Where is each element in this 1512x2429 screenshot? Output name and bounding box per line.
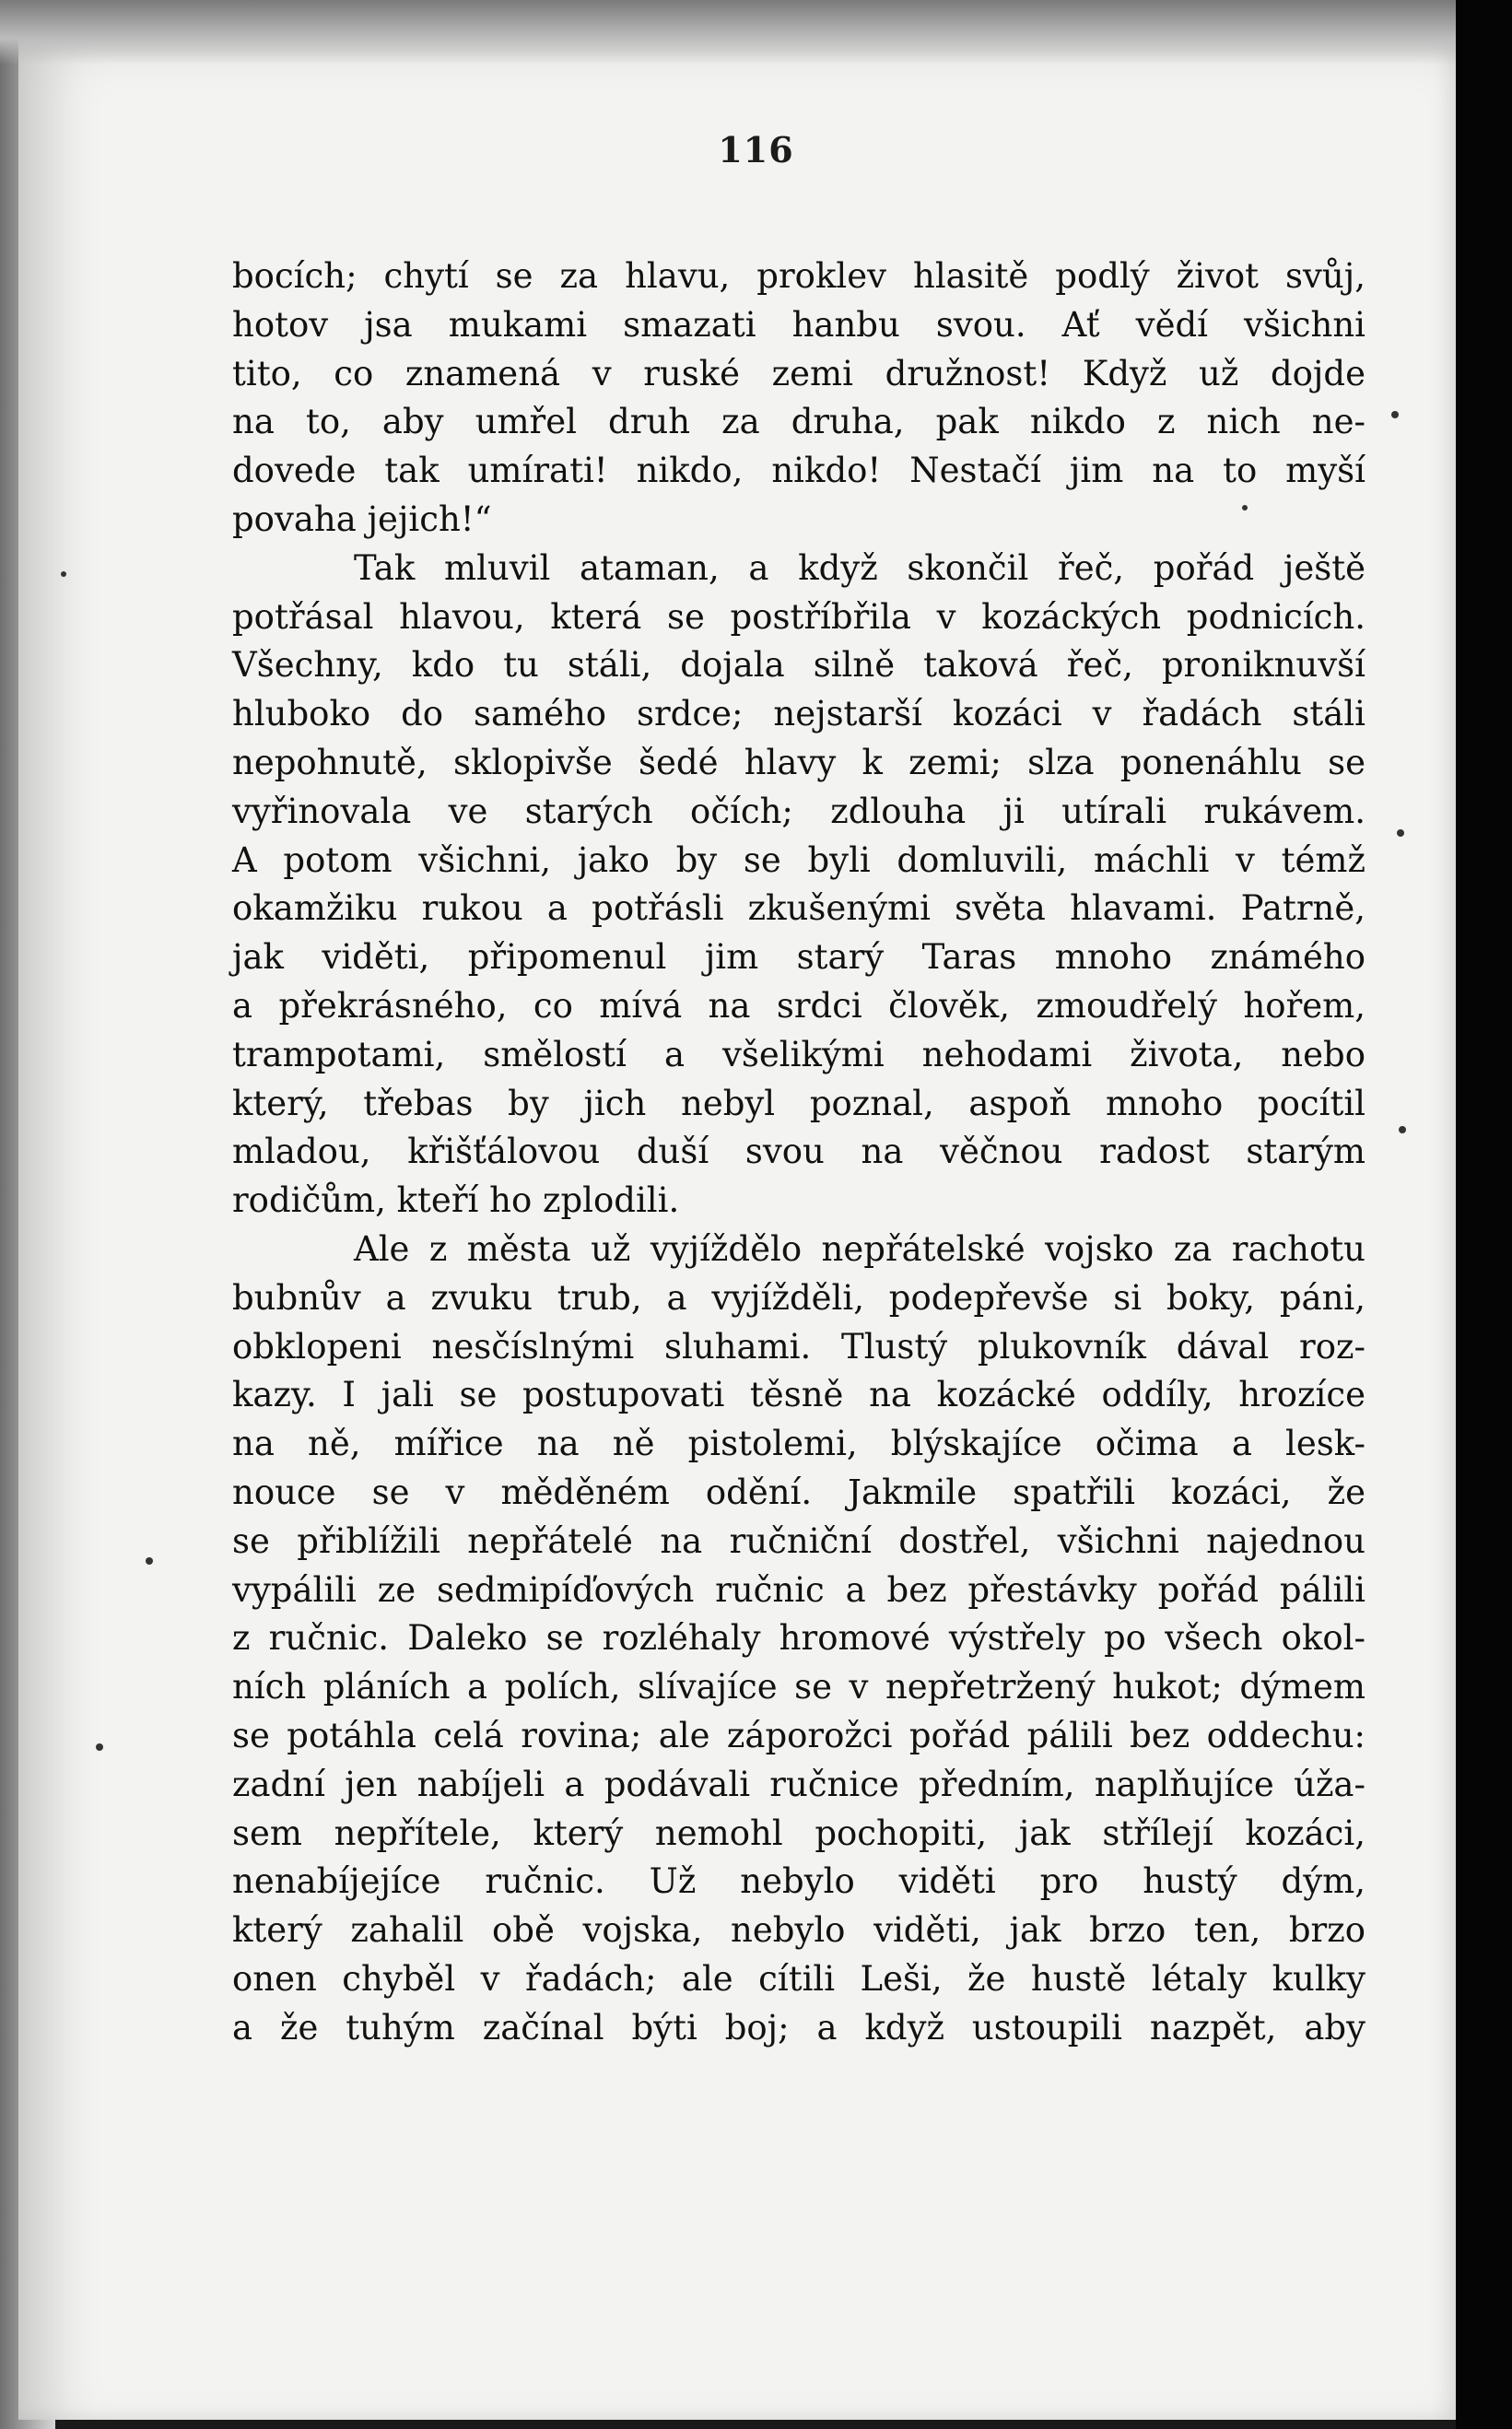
text-line: nepohnutě, sklopivše šedé hlavy k zemi; slza ponenáhlu se: [232, 742, 1365, 782]
text-line: ních pláních a polích, slívajíce se v nepřetržený hukot; dýmem: [232, 1667, 1365, 1707]
scan-speck: [1399, 1126, 1406, 1133]
text-line: na to, aby umřel druh za druha, pak nikdo z nich ne-: [232, 402, 1365, 442]
text-line: obklopeni nesčíslnými sluhami. Tlustý plukovník dával roz-: [232, 1326, 1365, 1367]
scan-speck: [1397, 829, 1404, 837]
text-line: který, třebas by jich nebyl poznal, aspoň mnoho pocítil: [232, 1083, 1365, 1123]
text-line: kazy. I jali se postupovati těsně na kozácké oddíly, hrozíce: [232, 1375, 1365, 1415]
text-line: hotov jsa mukami smazati hanbu svou. Ať vědí všichni: [232, 304, 1365, 345]
text-line: bubnův a zvuku trub, a vyjížděli, podepřevše si boky, páni,: [232, 1277, 1365, 1318]
text-line: z ručnic. Daleko se rozléhaly hromové výstřely po všech okol-: [232, 1618, 1365, 1659]
text-line: nouce se v měděném odění. Jakmile spatřili kozáci, že: [232, 1472, 1365, 1512]
text-line: bocích; chytí se za hlavu, proklev hlasitě podlý život svůj,: [232, 256, 1365, 296]
text-line: se přiblížili nepřátelé na ručniční dostřel, všichni najednou: [232, 1520, 1365, 1561]
scan-shadow-top: [0, 0, 1512, 65]
scan-speck: [96, 1743, 103, 1751]
text-line: Ale z města už vyjíždělo nepřátelské vojsko za rachotu: [354, 1228, 1365, 1269]
text-line: tito, co znamená v ruské zemi družnost! Když už dojde: [232, 353, 1365, 393]
text-line: a překrásného, co mívá na srdci člověk, zmoudřelý hořem,: [232, 985, 1365, 1026]
text-line: který zahalil obě vojska, nebylo viděti, jak brzo ten, brzo: [232, 1910, 1365, 1951]
scan-speck: [146, 1557, 153, 1565]
text-line: vypálili ze sedmipíďových ručnic a bez přestávky pořád pálili: [232, 1569, 1365, 1610]
text-line: trampotami, smělostí a všelikými nehodami života, nebo: [232, 1034, 1365, 1074]
text-line: jak viděti, připomenul jim starý Taras mnoho známého: [232, 937, 1365, 978]
body-text: [232, 252, 1365, 2052]
text-line: potřásal hlavou, která se postříbřila v kozáckých podnicích.: [232, 596, 1365, 637]
text-line: na ně, mířice na ně pistolemi, blýskajíce očima a lesk-: [232, 1424, 1365, 1464]
text-line: povaha jejich!“: [232, 499, 492, 539]
text-line: se potáhla celá rovina; ale záporožci pořád pálili bez oddechu:: [232, 1715, 1365, 1755]
text-line: rodičům, kteří ho zplodili.: [232, 1180, 680, 1221]
text-line: dovede tak umírati! nikdo, nikdo! Nestačí jim na to myší: [232, 451, 1365, 491]
text-line: nenabíjejíce ručnic. Už nebylo viděti pro hustý dým,: [232, 1861, 1365, 1902]
scan-speck: [61, 571, 66, 577]
text-line: okamžiku rukou a potřásli zkušenými světa hlavami. Patrně,: [232, 888, 1365, 929]
text-line: onen chyběl v řadách; ale cítili Leši, že hustě létaly kulky: [232, 1958, 1365, 1999]
text-line: mladou, křišťálovou duší svou na věčnou radost starým: [232, 1132, 1365, 1172]
text-line: Všechny, kdo tu stáli, dojala silně taková řeč, proniknuvší: [232, 645, 1365, 686]
text-line: sem nepřítele, který nemohl pochopiti, jak střílejí kozáci,: [232, 1813, 1365, 1853]
scan-speck: [1391, 411, 1399, 418]
text-line: vyřinovala ve starých očích; zdlouha ji utírali rukávem.: [232, 791, 1365, 831]
text-line: Tak mluvil ataman, a když skončil řeč, pořád ještě: [354, 547, 1365, 588]
text-line: a že tuhým začínal býti boj; a když ustoupili nazpět, aby: [232, 2007, 1365, 2048]
text-line: hluboko do samého srdce; nejstarší kozáci v řadách stáli: [232, 694, 1365, 734]
text-line: A potom všichni, jako by se byli domluvili, máchli v témž: [232, 839, 1365, 880]
scan-edge-right: [1456, 0, 1512, 2429]
text-line: zadní jen nabíjeli a podávali ručnice předním, naplňujíce úža-: [232, 1764, 1365, 1804]
page-number: 116: [718, 129, 794, 170]
